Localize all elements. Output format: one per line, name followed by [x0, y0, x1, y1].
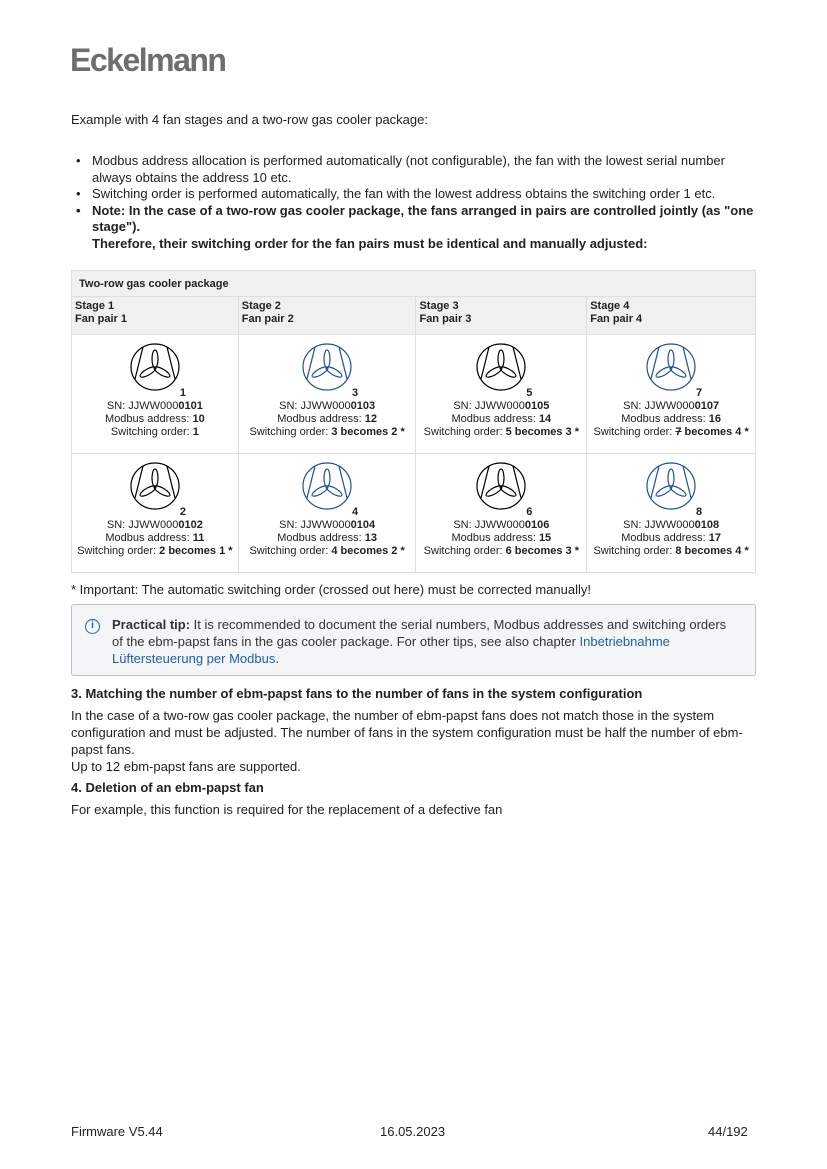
table-title: Two-row gas cooler package	[72, 271, 756, 297]
fan-number: 4	[352, 506, 359, 518]
serial-number: SN: JJWW0000105	[453, 400, 550, 412]
bullet-item-note: • Note: In the case of a two-row gas cooler package, the fans arranged in pairs are controlled jointly (as "one stage"). Therefore, their switching order for the fan pairs must be identical and manually adjusted:	[71, 203, 756, 253]
serial-number: SN: JJWW0000102	[106, 519, 203, 531]
table-row	[72, 454, 756, 573]
important-note: * Important: The automatic switching order (crossed out here) must be corrected manually!	[71, 582, 591, 597]
chapter-link[interactable]: Inbetriebnahme Lüftersteuerung per Modbus	[112, 634, 670, 666]
fan-icon	[129, 462, 181, 510]
bullet-item: • Modbus address allocation is performed automatically (not configurable), the fan with the lowest serial number always obtains the address 10 etc.	[71, 153, 756, 186]
serial-number: SN: JJWW0000108	[623, 519, 720, 531]
fan-icon	[301, 343, 353, 391]
serial-number: SN: JJWW0000107	[623, 400, 720, 412]
fan-icon	[475, 343, 527, 391]
fan-icon	[301, 462, 353, 510]
section3-heading: 3. Matching the number of ebm-papst fans to the number of fans in the system configuration	[71, 686, 643, 701]
switching-order: Switching order: 1	[110, 426, 199, 438]
modbus-address: Modbus address: 17	[621, 532, 721, 544]
section3-paragraph: In the case of a two-row gas cooler package, the number of ebm-papst fans does not match those in the system configuration and must be adjusted. The number of fans in the system configuration must be half the number of ebm-papst fans.	[71, 708, 743, 757]
fan-cell	[416, 454, 587, 573]
eckelmann-logo: Eckelmann	[70, 42, 226, 78]
modbus-address: Modbus address: 10	[105, 413, 205, 425]
fan-cell	[72, 335, 239, 454]
fan-number: 8	[696, 506, 703, 518]
section3-paragraph-2: Up to 12 ebm-papst fans are supported.	[71, 759, 301, 774]
footer-page: 44/192	[708, 1124, 748, 1139]
info-icon: i	[85, 619, 100, 634]
stage-header: Stage 1 Fan pair 1	[72, 297, 239, 335]
stage-header: Stage 4 Fan pair 4	[587, 297, 756, 335]
fan-number: 2	[179, 506, 186, 518]
intro-text: Example with 4 fan stages and a two-row gas cooler package:	[71, 112, 428, 127]
modbus-address: Modbus address: 14	[451, 413, 552, 425]
fan-cell	[587, 454, 756, 573]
fan-cell	[416, 335, 587, 454]
serial-number: SN: JJWW0000106	[453, 519, 550, 531]
serial-number: SN: JJWW0000103	[279, 400, 376, 412]
fan-icon	[645, 462, 697, 510]
section4-paragraph: For example, this function is required for the replacement of a defective fan	[71, 802, 503, 817]
switching-order: Switching order: 8 becomes 4 *	[593, 545, 749, 557]
serial-number: SN: JJWW0000101	[106, 400, 203, 412]
switching-order: Switching order: 2 becomes 1 *	[77, 545, 233, 557]
fan-number: 6	[526, 506, 533, 518]
fan-icon	[129, 343, 181, 391]
stage-header: Stage 2 Fan pair 2	[238, 297, 416, 335]
serial-number: SN: JJWW0000104	[279, 519, 376, 531]
gas-cooler-table	[71, 270, 756, 573]
switching-order: Switching order: 3 becomes 2 *	[249, 426, 405, 438]
footer-date: 16.05.2023	[380, 1124, 446, 1139]
practical-tip-box: i Practical tip: It is recommended to document the serial numbers, Modbus addresses and switching orders of the ebm-papst fans in the gas cooler package. For other tips, see also chapter Inbetriebnahme Lüftersteuerung per Modbus.	[71, 604, 756, 676]
fan-number: 7	[696, 387, 703, 399]
modbus-address: Modbus address: 15	[451, 532, 552, 544]
modbus-address: Modbus address: 13	[277, 532, 377, 544]
fan-cell	[238, 454, 416, 573]
fan-number: 1	[179, 387, 186, 399]
modbus-address: Modbus address: 11	[105, 532, 205, 544]
switching-order: Switching order: 6 becomes 3 *	[423, 545, 579, 557]
fan-icon	[475, 462, 527, 510]
table-row	[72, 335, 756, 454]
footer-firmware: Firmware V5.44	[71, 1124, 163, 1139]
switching-order: Switching order: 4 becomes 2 *	[249, 545, 405, 557]
stage-header: Stage 3 Fan pair 3	[416, 297, 587, 335]
fan-cell	[587, 335, 756, 454]
section4-heading: 4. Deletion of an ebm-papst fan	[71, 780, 264, 795]
fan-number: 3	[352, 387, 359, 399]
fan-cell	[72, 454, 239, 573]
switching-order: Switching order: 5 becomes 3 *	[423, 426, 579, 438]
modbus-address: Modbus address: 16	[621, 413, 721, 425]
bullet-list	[71, 153, 756, 252]
fan-number: 5	[526, 387, 533, 399]
fan-icon	[645, 343, 697, 391]
fan-cell	[238, 335, 416, 454]
modbus-address: Modbus address: 12	[277, 413, 377, 425]
switching-order: Switching order: 7 becomes 4 *	[593, 426, 749, 438]
bullet-item: • Switching order is performed automatically, the fan with the lowest address obtains the switching order 1 etc.	[71, 186, 756, 203]
